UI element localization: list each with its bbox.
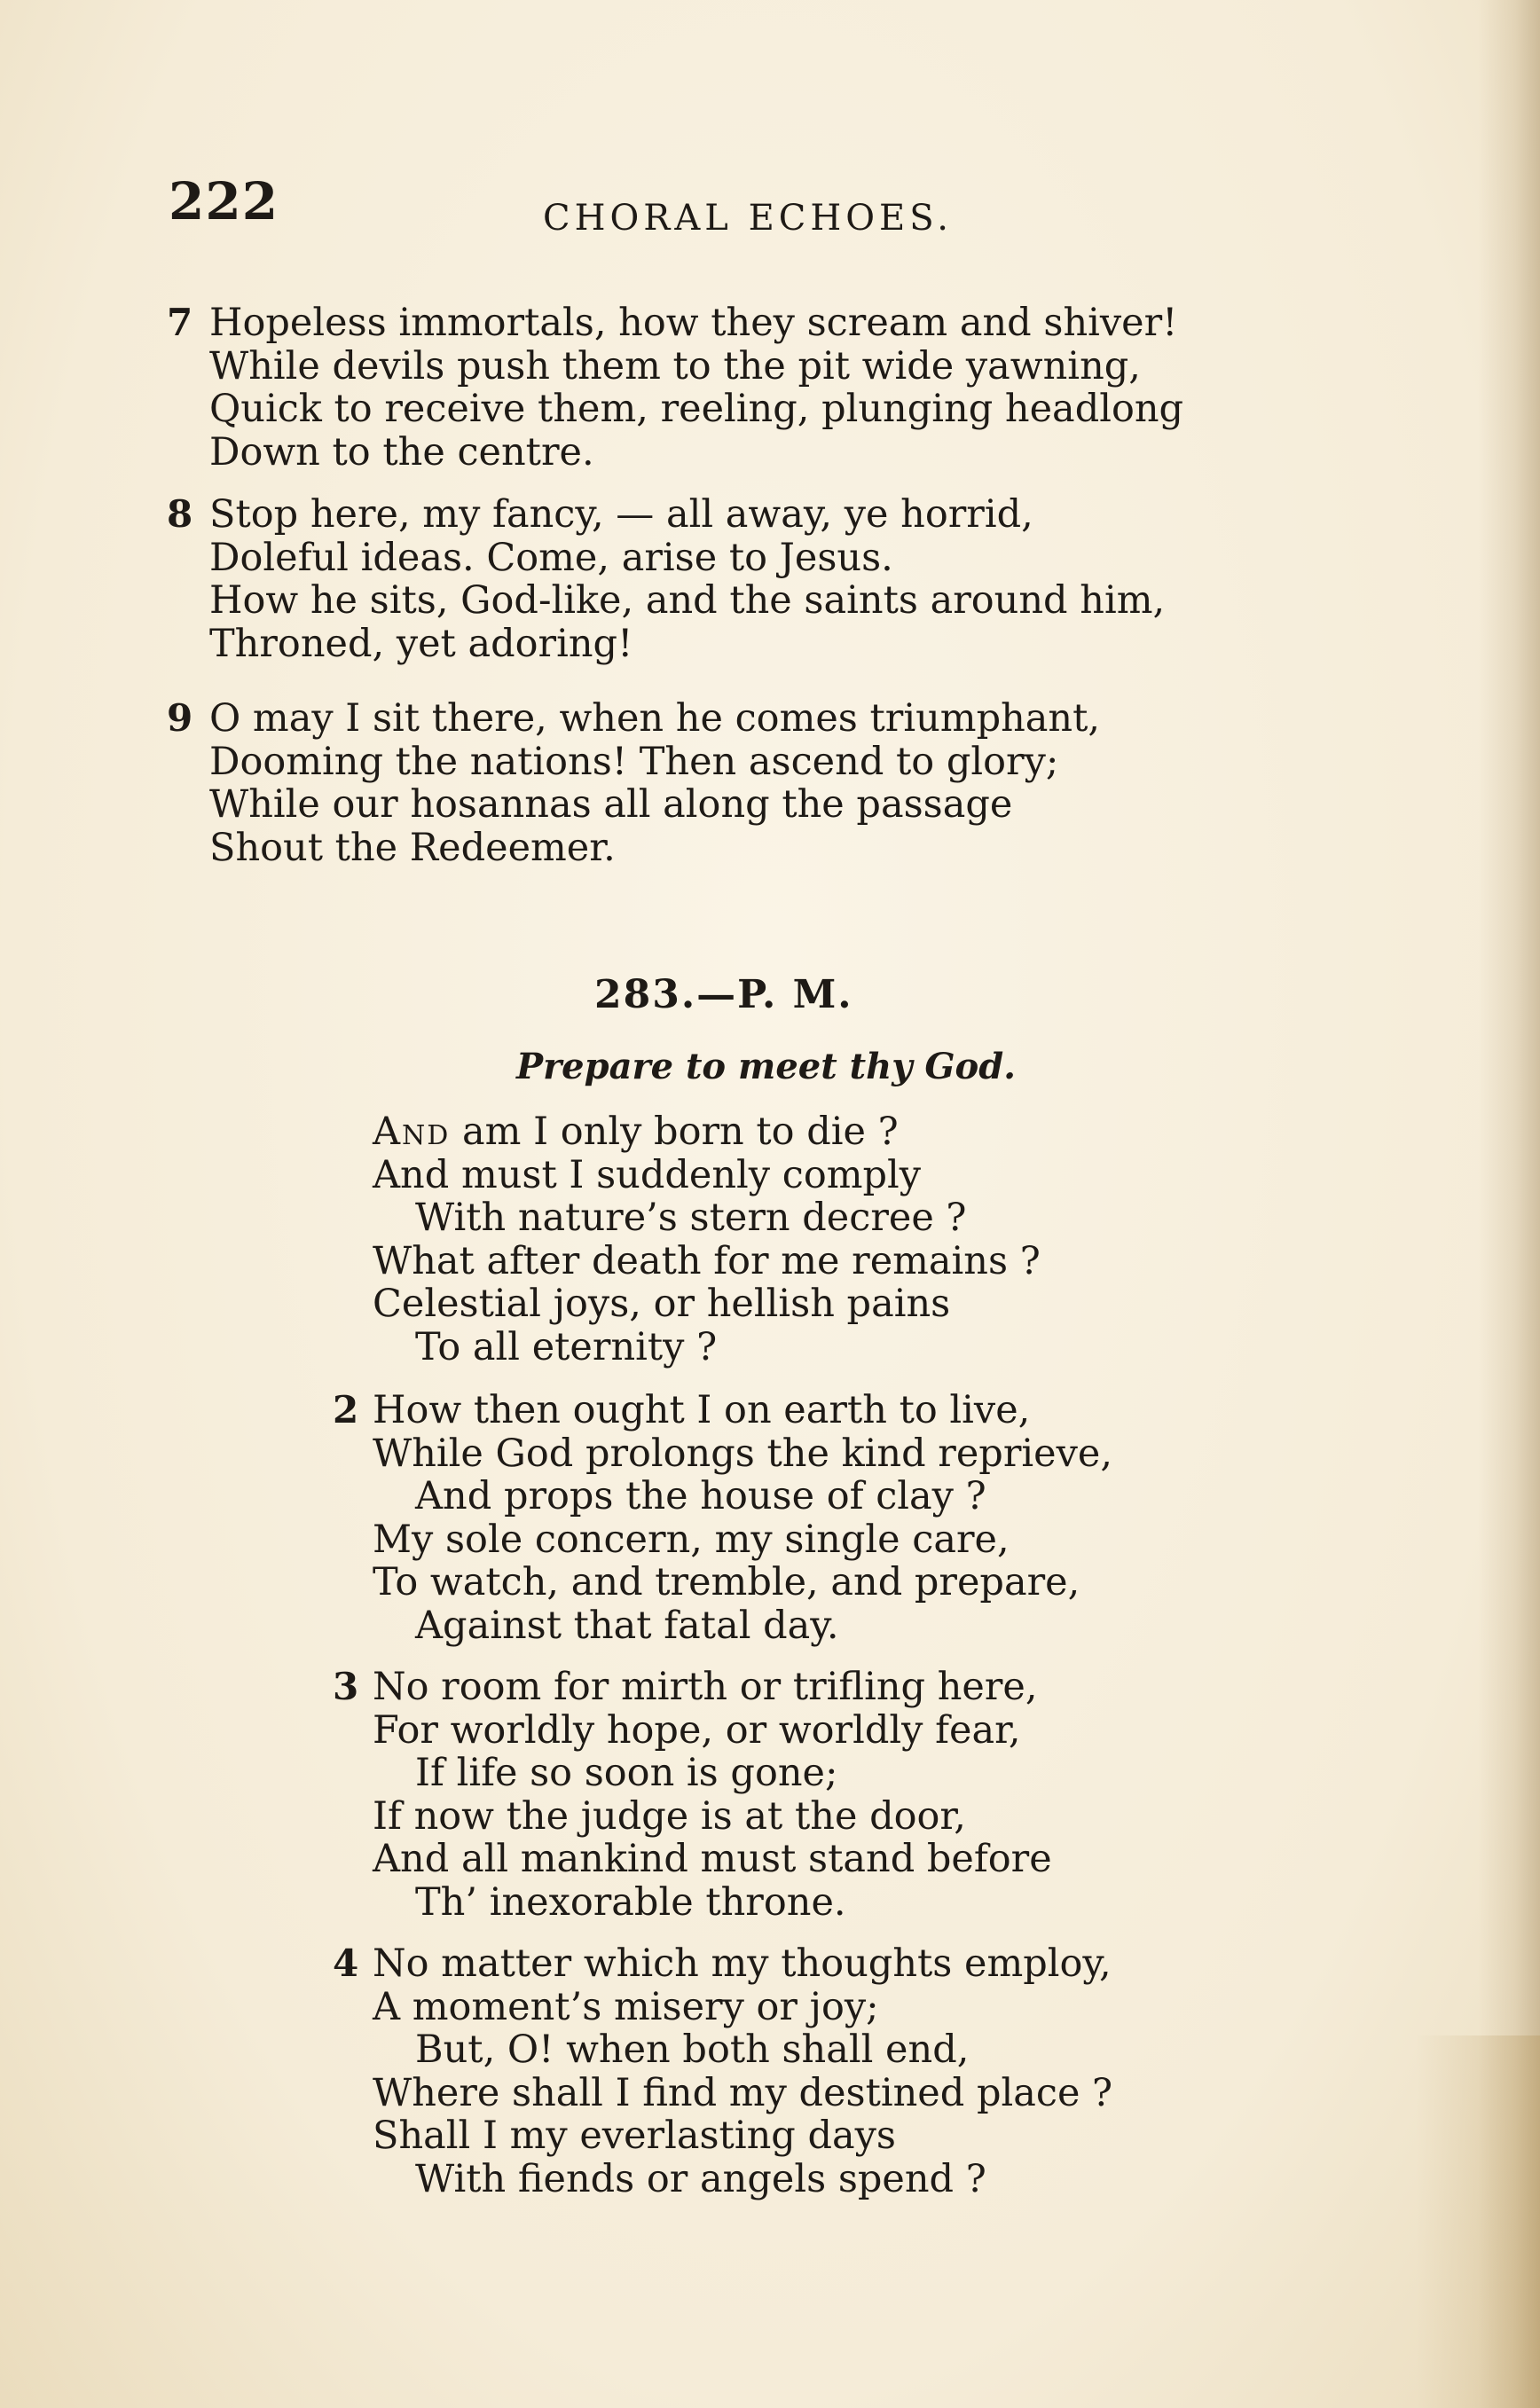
- verse-line: Shout the Redeemer.: [209, 825, 616, 870]
- verse-line: Hopeless immortals, how they scream and shiver!: [209, 301, 1178, 345]
- verse-line: If life so soon is gone;: [415, 1751, 838, 1795]
- verse-line-rest: am I only born to die ?: [450, 1110, 899, 1154]
- verse-line: While our hosannas all along the passage: [209, 782, 1013, 827]
- running-head: CHORAL ECHOES.: [543, 198, 953, 239]
- verse-line: Quick to receive them, reeling, plunging headlong: [209, 387, 1184, 431]
- stanza-number: 4: [333, 1941, 359, 1985]
- verse-line: Down to the centre.: [209, 429, 594, 475]
- hymn-title: Prepare to meet thy God.: [516, 1046, 1017, 1087]
- stanza-number: 9: [167, 696, 193, 740]
- verse-line: But, O! when both shall end,: [415, 2028, 970, 2072]
- verse-line: O may I sit there, when he comes triumphant,: [209, 696, 1101, 741]
- verse-line: A moment’s misery or joy;: [373, 1984, 879, 2029]
- verse-line: Th’ inexorable throne.: [415, 1879, 846, 1925]
- verse-line: Throned, yet adoring!: [209, 621, 633, 666]
- verse-line: Dooming the nations! Then ascend to glory;: [209, 739, 1059, 784]
- verse-line: For worldly hope, or worldly fear,: [373, 1707, 1021, 1753]
- hymn-number: 283.—P. M.: [594, 972, 853, 1017]
- verse-line: Against that fatal day.: [415, 1603, 839, 1648]
- verse-line: No matter which my thoughts employ,: [373, 1941, 1112, 1986]
- verse-line: No room for mirth or trifling here,: [373, 1665, 1038, 1709]
- verse-line: Celestial joys, or hellish pains: [373, 1282, 951, 1326]
- stanza-number: 3: [333, 1665, 359, 1708]
- stanza-9: [167, 696, 1101, 870]
- verse-line: Stop here, my fancy, — all away, ye horrid,: [209, 492, 1033, 537]
- verse-line: And props the house of clay ?: [415, 1474, 986, 1518]
- verse-line: Where shall I find my destined place ?: [373, 2070, 1113, 2115]
- stanza-number: 8: [167, 492, 193, 536]
- hymn-stanza-3: [333, 1665, 1052, 1925]
- verse-line: With fiends or angels spend ?: [415, 2156, 986, 2201]
- verse-line: If now the judge is at the door,: [373, 1793, 966, 1839]
- verse-line: And must I suddenly comply: [373, 1152, 922, 1197]
- hymn-stanza-4: [333, 1941, 1113, 2201]
- verse-line: While devils push them to the pit wide yawning,: [209, 343, 1141, 388]
- verse-line: And all mankind must stand before: [373, 1837, 1052, 1881]
- verse-line: How then ought I on earth to live,: [373, 1388, 1031, 1432]
- page-number: 222: [169, 171, 279, 231]
- hymn-stanza-1: [373, 1110, 1041, 1369]
- verse-line: While God prolongs the kind reprieve,: [373, 1431, 1112, 1476]
- stanza-number: 2: [333, 1388, 359, 1431]
- stanza-number: 7: [167, 301, 193, 344]
- hymn-stanza-2: [333, 1388, 1112, 1648]
- first-word: And: [373, 1110, 451, 1154]
- verse-line: To all eternity ?: [415, 1324, 718, 1369]
- verse-line: Doleful ideas. Come, arise to Jesus.: [209, 535, 893, 580]
- verse-line-first: [373, 1110, 1041, 1154]
- verse-line: With nature’s stern decree ?: [415, 1196, 967, 1240]
- stanza-7: [167, 301, 1184, 475]
- page-stain: [1416, 2035, 1540, 2408]
- verse-line: To watch, and tremble, and prepare,: [373, 1560, 1080, 1604]
- verse-line: Shall I my everlasting days: [373, 2114, 896, 2158]
- stanza-8: [167, 492, 1166, 666]
- verse-line: What after death for me remains ?: [373, 1238, 1041, 1283]
- verse-line: My sole concern, my single care,: [373, 1517, 1010, 1562]
- verse-line: How he sits, God-like, and the saints around him,: [209, 578, 1166, 623]
